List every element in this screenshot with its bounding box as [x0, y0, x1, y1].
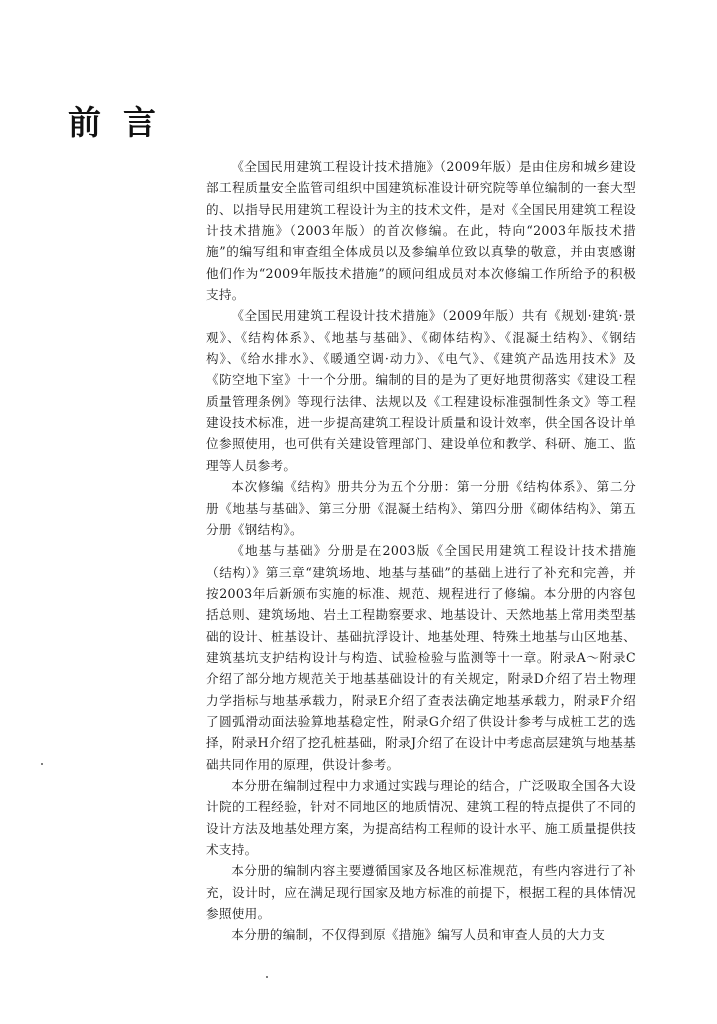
paragraph-3: 本次修编《结构》册共分为五个分册：第一分册《结构体系》、第二分册《地基与基础》、第三分册《混凝土结构》、第四分册《砌体结构》、第五分册《钢结构》。: [206, 479, 636, 537]
paragraph-7: 本分册的编制，不仅得到原《措施》编写人员和审查人员的大力支: [231, 927, 606, 943]
paragraph-5: 本分册在编制过程中力求通过实践与理论的结合，广泛吸取全国各大设计院的工程经验，针对不同地区的地质情况、建筑工程的特点提供了不同的设计方法及地基处理方案，为提高结构工程师的设计水平、施工质量提供技术支持。: [206, 777, 636, 857]
page-title: 前言: [68, 103, 178, 142]
paragraph-2: 《全国民用建筑工程设计技术措施》（2009年版）共有《规划·建筑·景观》、《结构体系》、《地基与基础》、《砌体结构》、《混凝土结构》、《钢结构》、《给水排水》、《暖通空调·动力》、《电气》、《建筑产品选用技术》及《防空地下室》十一个分册。编制的目的是为了更好地贯彻落实《建设工程质量管理条例》等现行法律、法规以及《工程建设标准强制性条文》等工程建设技术标准，进一步提高建筑工程设计质量和设计效率，供全国各设计单位参照使用，也可供有关建设管理部门、建设单位和教学、科研、施工、监理等人员参考。: [206, 308, 636, 473]
paragraph-4: 《地基与基础》分册是在2003版《全国民用建筑工程设计技术措施（结构）》第三章“建筑场地、地基与基础”的基础上进行了补充和完善，并按2003年后新颁布实施的标准、规范、规程进行了修编。本分册的内容包括总则、建筑场地、岩土工程勘察要求、地基设计、天然地基上常用类型基础的设计、桩基设计、基础抗浮设计、地基处理、特殊土地基与山区地基、建筑基坑支护结构设计与构造、试验检验与监测等十一章。附录A～附录C介绍了部分地方规范关于地基基础设计的有关规定，附录D介绍了岩土物理力学指标与地基承载力，附录E介绍了查表法确定地基承载力，附录F介绍了圆弧滑动面法验算地基稳定性，附录G介绍了供设计参考与成桩工艺的选择，附录H介绍了挖孔桩基础，附录J介绍了在设计中考虑高层建筑与地基基础共同作用的原理，供设计参考。: [206, 543, 636, 772]
preface-body: [206, 156, 636, 946]
scan-speck: [41, 763, 43, 765]
paragraph-6: 本分册的编制内容主要遵循国家及各地区标准规范，有些内容进行了补充，设计时，应在满足现行国家及地方标准的前提下，根据工程的具体情况参照使用。: [206, 863, 636, 922]
scan-speck: [266, 976, 268, 978]
paragraph-1: 《全国民用建筑工程设计技术措施》（2009年版）是由住房和城乡建设部工程质量安全监管司组织中国建筑标准设计研究院等单位编制的一套大型的、以指导民用建筑工程设计为主的技术文件，是对《全国民用建筑工程设计技术措施》（2003年版）的首次修编。在此，特向“2003年版技术措施”的编写组和审查组全体成员以及参编单位致以真挚的敬意，并由衷感谢他们作为“2009年版技术措施”的顾问组成员对本次修编工作所给予的积极支持。: [206, 159, 636, 303]
